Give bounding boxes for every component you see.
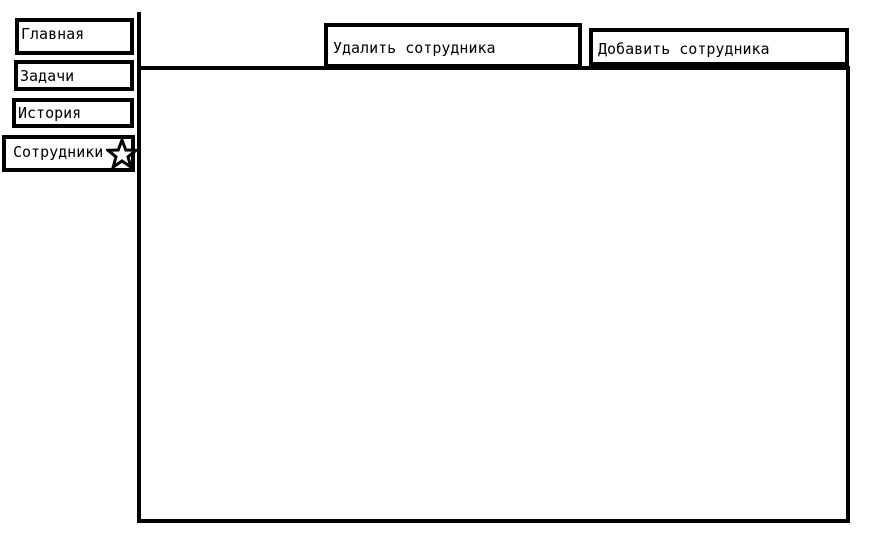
sidebar-item-label: Главная	[21, 25, 85, 43]
sidebar-item-history[interactable]	[12, 98, 134, 128]
sidebar-item-label: Сотрудники	[13, 143, 104, 161]
sidebar-item-label: История	[18, 104, 82, 122]
delete-employee-button[interactable]	[324, 23, 582, 68]
sidebar-item-home[interactable]	[15, 18, 134, 55]
delete-employee-label: Удалить сотрудника	[333, 39, 496, 57]
sidebar-item-tasks[interactable]	[14, 60, 134, 91]
sidebar-item-employees[interactable]	[2, 135, 135, 172]
add-employee-button[interactable]	[589, 28, 849, 66]
add-employee-label: Добавить сотрудника	[598, 40, 770, 58]
main-content-panel	[137, 66, 850, 523]
sidebar-item-label: Задачи	[20, 67, 75, 85]
